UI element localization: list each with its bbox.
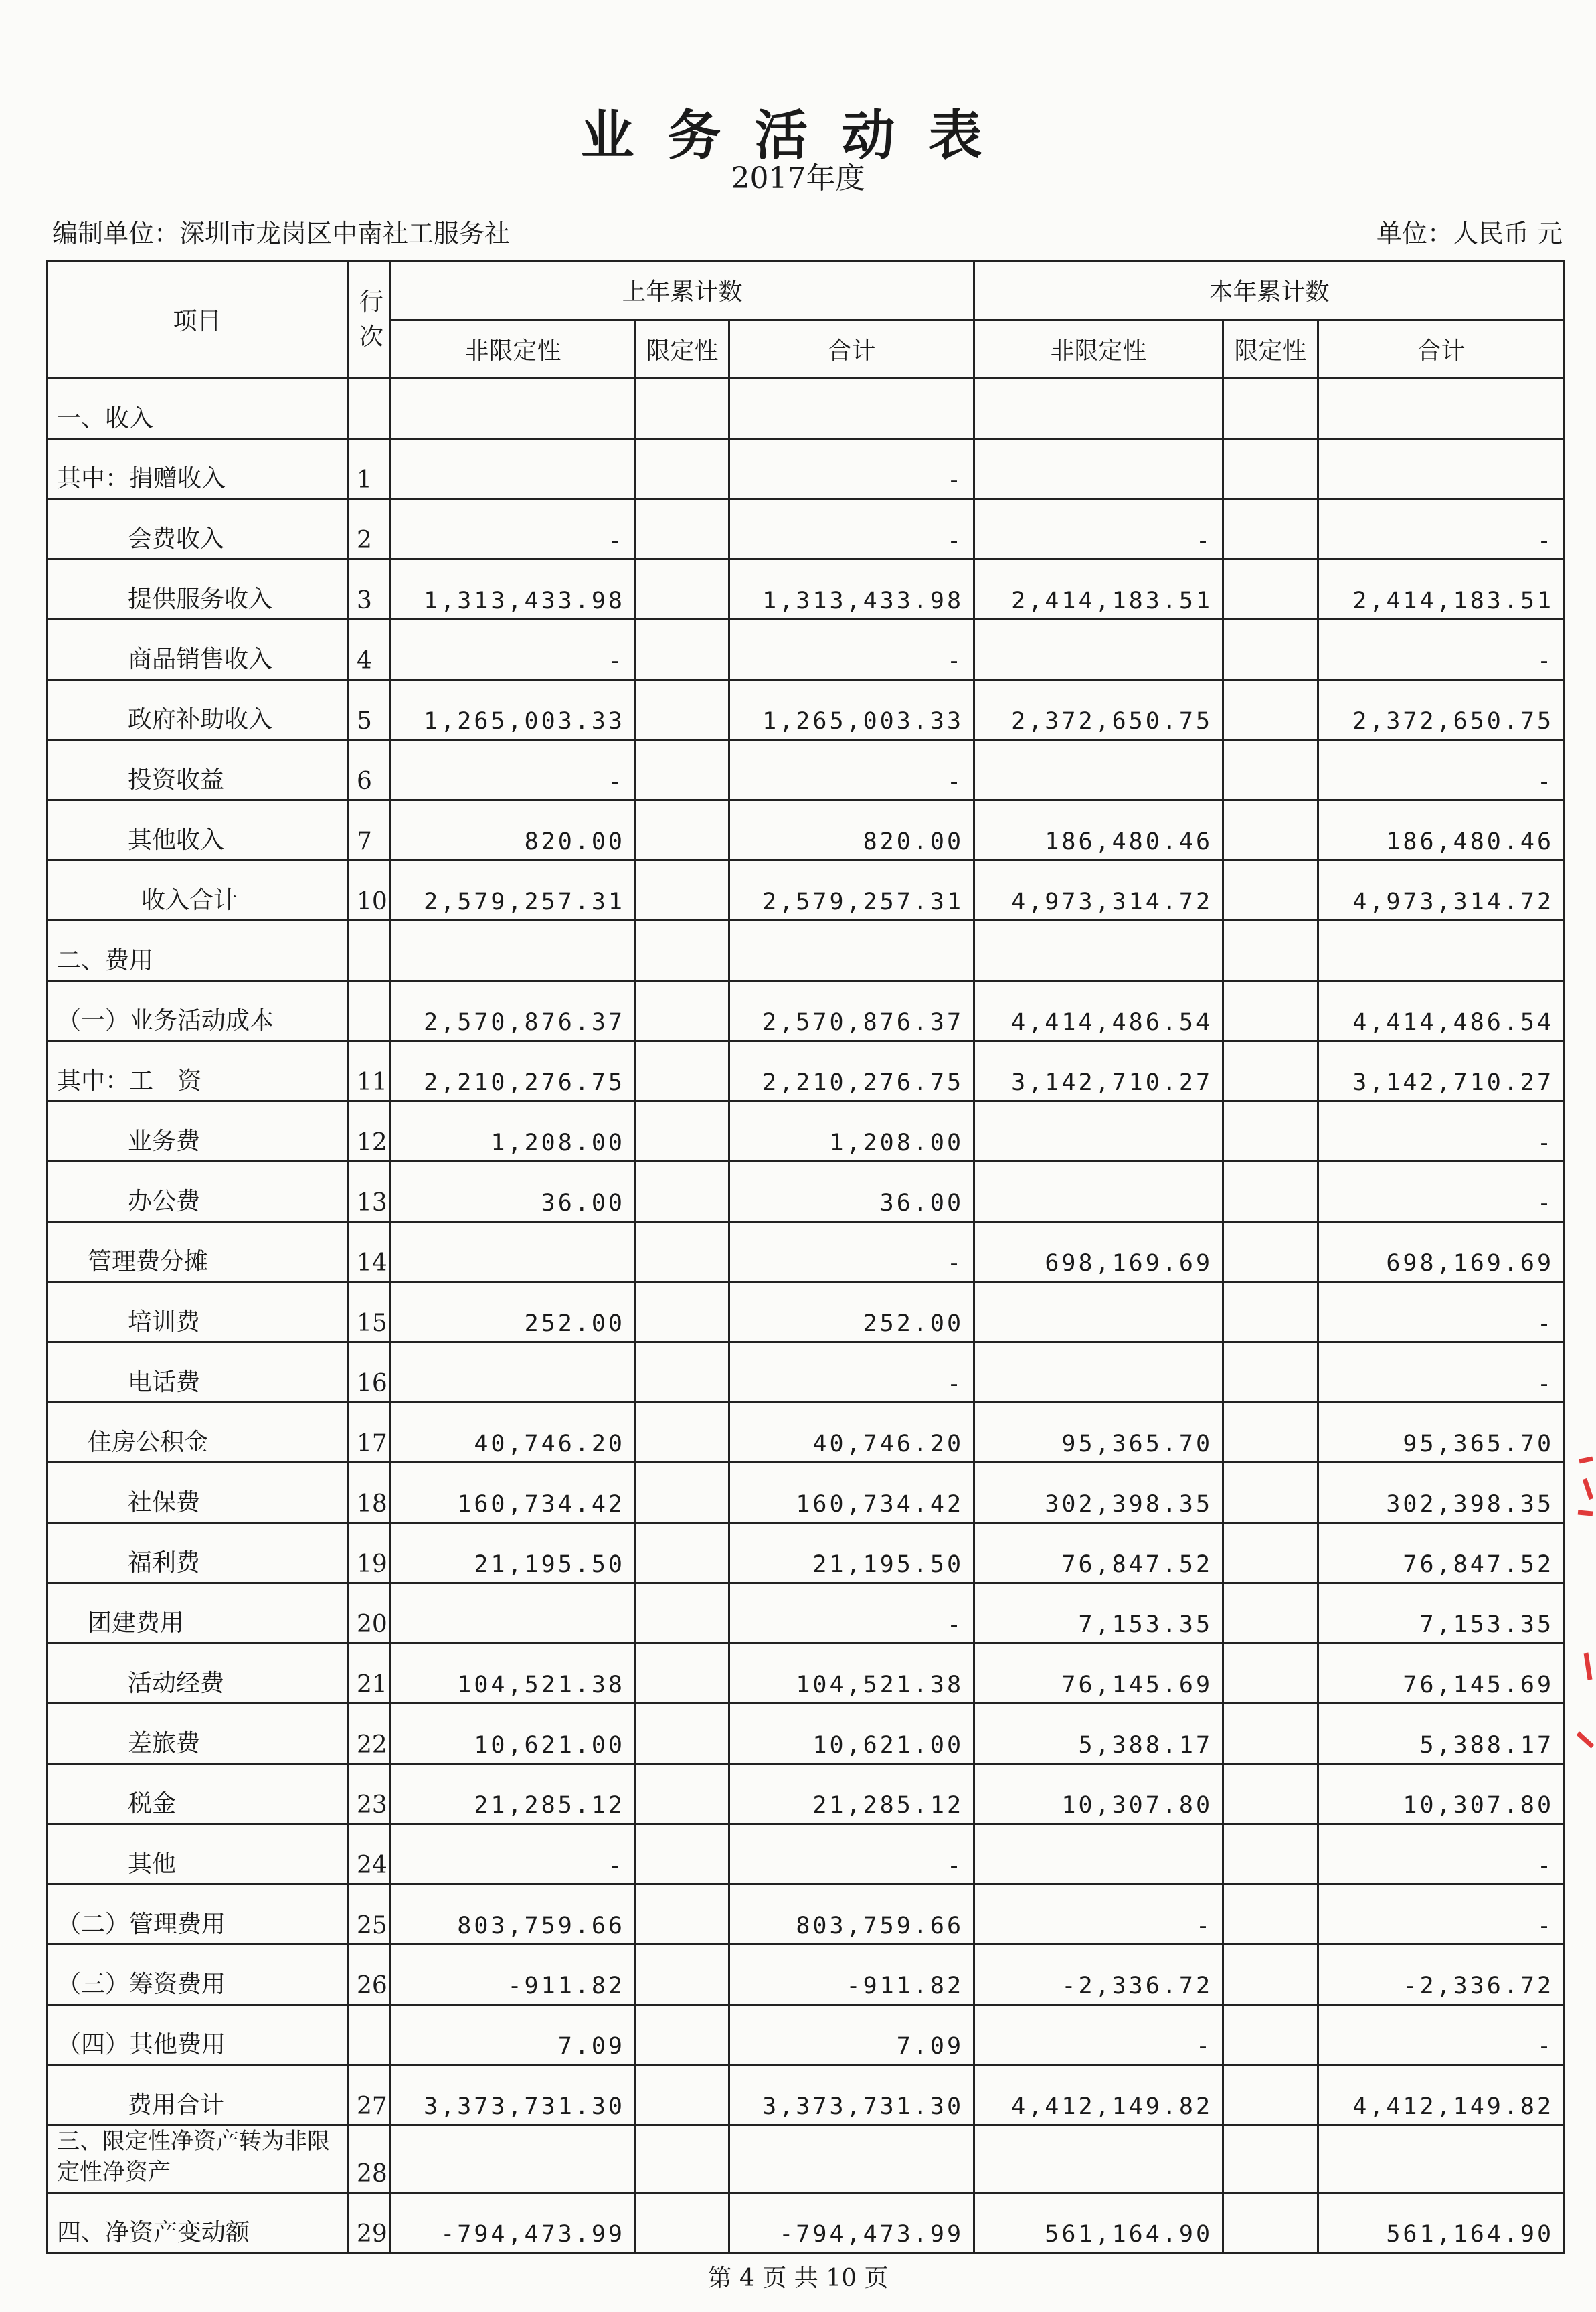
cell-prev-unrestricted: - xyxy=(391,620,636,680)
row-number: 23 xyxy=(348,1764,391,1824)
row-number: 3 xyxy=(348,559,391,620)
cell-curr-unrestricted: 2,372,650.75 xyxy=(974,680,1223,740)
cell-prev-total: 803,759.66 xyxy=(729,1884,974,1945)
cell-prev-restricted xyxy=(636,1101,729,1162)
row-number: 22 xyxy=(348,1704,391,1764)
cell-prev-unrestricted: 7.09 xyxy=(391,2005,636,2065)
cell-curr-unrestricted xyxy=(974,1342,1223,1403)
row-number: 20 xyxy=(348,1583,391,1643)
cell-prev-unrestricted: 2,579,257.31 xyxy=(391,861,636,921)
cell-prev-unrestricted: 1,265,003.33 xyxy=(391,680,636,740)
cell-curr-unrestricted: 4,412,149.82 xyxy=(974,2065,1223,2125)
cell-prev-restricted xyxy=(636,1824,729,1884)
row-item-label: 住房公积金 xyxy=(47,1403,348,1463)
cell-prev-restricted xyxy=(636,1282,729,1342)
table-row xyxy=(47,981,1565,1041)
cell-prev-total: - xyxy=(729,1342,974,1403)
table-row xyxy=(47,1222,1565,1282)
cell-curr-unrestricted xyxy=(974,2125,1223,2193)
cell-curr-total xyxy=(1318,379,1565,439)
cell-prev-unrestricted: 2,570,876.37 xyxy=(391,981,636,1041)
cell-prev-total: - xyxy=(729,1583,974,1643)
cell-prev-unrestricted xyxy=(391,379,636,439)
table-row xyxy=(47,439,1565,499)
cell-prev-restricted xyxy=(636,1463,729,1523)
row-number xyxy=(348,2005,391,2065)
cell-curr-restricted xyxy=(1223,1945,1318,2005)
cell-prev-restricted xyxy=(636,1704,729,1764)
cell-curr-unrestricted xyxy=(974,1162,1223,1222)
table-row xyxy=(47,680,1565,740)
cell-curr-unrestricted: 5,388.17 xyxy=(974,1704,1223,1764)
row-item-label: 其中：捐赠收入 xyxy=(47,439,348,499)
cell-curr-restricted xyxy=(1223,1041,1318,1101)
cell-prev-unrestricted: 252.00 xyxy=(391,1282,636,1342)
cell-prev-unrestricted: 1,208.00 xyxy=(391,1101,636,1162)
cell-curr-unrestricted xyxy=(974,1101,1223,1162)
row-item-label: 业务费 xyxy=(47,1101,348,1162)
cell-curr-total: 2,414,183.51 xyxy=(1318,559,1565,620)
row-item-label: 福利费 xyxy=(47,1523,348,1583)
row-item-label: 投资收益 xyxy=(47,740,348,800)
row-number: 24 xyxy=(348,1824,391,1884)
currency-unit: 单位：人民币 元 xyxy=(1376,219,1563,248)
cell-curr-restricted xyxy=(1223,1824,1318,1884)
cell-prev-unrestricted xyxy=(391,921,636,981)
cell-curr-unrestricted xyxy=(974,740,1223,800)
cell-curr-restricted xyxy=(1223,740,1318,800)
row-number: 14 xyxy=(348,1222,391,1282)
cell-prev-total: 36.00 xyxy=(729,1162,974,1222)
cell-prev-total: - xyxy=(729,499,974,559)
table-row xyxy=(47,1884,1565,1945)
row-item-label: 商品销售收入 xyxy=(47,620,348,680)
cell-prev-restricted xyxy=(636,2005,729,2065)
cell-curr-unrestricted xyxy=(974,439,1223,499)
cell-prev-unrestricted xyxy=(391,2125,636,2193)
cell-prev-unrestricted xyxy=(391,1342,636,1403)
row-number: 18 xyxy=(348,1463,391,1523)
cell-prev-total: 252.00 xyxy=(729,1282,974,1342)
cell-prev-restricted xyxy=(636,1041,729,1101)
cell-curr-total: - xyxy=(1318,1824,1565,1884)
cell-curr-restricted xyxy=(1223,559,1318,620)
cell-prev-unrestricted: 1,313,433.98 xyxy=(391,559,636,620)
cell-prev-total xyxy=(729,379,974,439)
row-number: 25 xyxy=(348,1884,391,1945)
cell-prev-total: 40,746.20 xyxy=(729,1403,974,1463)
cell-curr-unrestricted: 302,398.35 xyxy=(974,1463,1223,1523)
header-row-no-text: 行次 xyxy=(359,288,383,351)
cell-curr-restricted xyxy=(1223,1101,1318,1162)
cell-curr-total xyxy=(1318,921,1565,981)
cell-prev-unrestricted: 21,285.12 xyxy=(391,1764,636,1824)
row-number: 29 xyxy=(348,2193,391,2253)
table-row xyxy=(47,379,1565,439)
row-number: 15 xyxy=(348,1282,391,1342)
cell-prev-total xyxy=(729,2125,974,2193)
cell-prev-restricted xyxy=(636,2125,729,2193)
cell-curr-restricted xyxy=(1223,1403,1318,1463)
reporting-entity: 编制单位：深圳市龙岗区中南社工服务社 xyxy=(52,219,511,248)
table-row xyxy=(47,1101,1565,1162)
cell-curr-restricted xyxy=(1223,1764,1318,1824)
table-row xyxy=(47,861,1565,921)
cell-prev-restricted xyxy=(636,1403,729,1463)
row-item-label: 培训费 xyxy=(47,1282,348,1342)
table-row xyxy=(47,1162,1565,1222)
row-item-label: 其他收入 xyxy=(47,800,348,861)
row-item-label: 提供服务收入 xyxy=(47,559,348,620)
cell-prev-restricted xyxy=(636,861,729,921)
table-row xyxy=(47,1282,1565,1342)
table-row xyxy=(47,800,1565,861)
cell-curr-restricted xyxy=(1223,1704,1318,1764)
row-number: 13 xyxy=(348,1162,391,1222)
cell-prev-unrestricted: 36.00 xyxy=(391,1162,636,1222)
cell-prev-total: - xyxy=(729,1824,974,1884)
cell-prev-restricted xyxy=(636,1764,729,1824)
cell-curr-total: -2,336.72 xyxy=(1318,1945,1565,2005)
header-row-no xyxy=(348,261,391,379)
row-item-label: （三）筹资费用 xyxy=(47,1945,348,2005)
cell-curr-total: - xyxy=(1318,1101,1565,1162)
cell-prev-total: 7.09 xyxy=(729,2005,974,2065)
cell-curr-total: 4,414,486.54 xyxy=(1318,981,1565,1041)
row-number: 26 xyxy=(348,1945,391,2005)
row-number: 2 xyxy=(348,499,391,559)
cell-curr-total: - xyxy=(1318,1162,1565,1222)
row-item-label: （一）业务活动成本 xyxy=(47,981,348,1041)
cell-curr-total: 5,388.17 xyxy=(1318,1704,1565,1764)
row-number xyxy=(348,921,391,981)
row-number: 1 xyxy=(348,439,391,499)
cell-curr-restricted xyxy=(1223,2065,1318,2125)
cell-curr-restricted xyxy=(1223,1643,1318,1704)
row-number: 17 xyxy=(348,1403,391,1463)
cell-prev-unrestricted: 820.00 xyxy=(391,800,636,861)
cell-prev-total: 820.00 xyxy=(729,800,974,861)
cell-prev-total: - xyxy=(729,439,974,499)
cell-prev-total: 160,734.42 xyxy=(729,1463,974,1523)
cell-prev-total: 3,373,731.30 xyxy=(729,2065,974,2125)
cell-prev-unrestricted: 2,210,276.75 xyxy=(391,1041,636,1101)
cell-curr-total: - xyxy=(1318,2005,1565,2065)
table-row xyxy=(47,2125,1565,2193)
table-row xyxy=(47,620,1565,680)
cell-curr-total: 10,307.80 xyxy=(1318,1764,1565,1824)
table-row xyxy=(47,2065,1565,2125)
row-item-label: 一、收入 xyxy=(47,379,348,439)
cell-prev-total: - xyxy=(729,620,974,680)
cell-curr-unrestricted: 698,169.69 xyxy=(974,1222,1223,1282)
row-number: 28 xyxy=(348,2125,391,2193)
cell-curr-unrestricted: 7,153.35 xyxy=(974,1583,1223,1643)
row-item-label: 政府补助收入 xyxy=(47,680,348,740)
cell-curr-total: 95,365.70 xyxy=(1318,1403,1565,1463)
row-number: 21 xyxy=(348,1643,391,1704)
cell-prev-unrestricted: 803,759.66 xyxy=(391,1884,636,1945)
table-row xyxy=(47,740,1565,800)
cell-prev-restricted xyxy=(636,1222,729,1282)
cell-prev-restricted xyxy=(636,981,729,1041)
table-row xyxy=(47,1041,1565,1101)
row-item-label: 其他 xyxy=(47,1824,348,1884)
row-number xyxy=(348,981,391,1041)
cell-curr-restricted xyxy=(1223,1282,1318,1342)
cell-curr-restricted xyxy=(1223,861,1318,921)
cell-curr-total: - xyxy=(1318,740,1565,800)
cell-curr-total: - xyxy=(1318,499,1565,559)
cell-prev-total: 10,621.00 xyxy=(729,1704,974,1764)
cell-curr-restricted xyxy=(1223,800,1318,861)
table-row xyxy=(47,1342,1565,1403)
header-prev-year: 上年累计数 xyxy=(391,261,974,320)
table-row xyxy=(47,2193,1565,2253)
cell-prev-restricted xyxy=(636,1523,729,1583)
cell-curr-unrestricted xyxy=(974,379,1223,439)
cell-prev-restricted xyxy=(636,439,729,499)
cell-prev-restricted xyxy=(636,620,729,680)
cell-prev-restricted xyxy=(636,1583,729,1643)
cell-curr-restricted xyxy=(1223,1342,1318,1403)
cell-prev-unrestricted: 160,734.42 xyxy=(391,1463,636,1523)
table-row xyxy=(47,1463,1565,1523)
activity-statement-table xyxy=(46,260,1565,2254)
table-row xyxy=(47,1403,1565,1463)
row-item-label: 四、净资产变动额 xyxy=(47,2193,348,2253)
cell-prev-total: 21,285.12 xyxy=(729,1764,974,1824)
cell-curr-total: 4,973,314.72 xyxy=(1318,861,1565,921)
cell-prev-total: - xyxy=(729,740,974,800)
cell-curr-total: - xyxy=(1318,620,1565,680)
row-number: 7 xyxy=(348,800,391,861)
row-item-label: 费用合计 xyxy=(47,2065,348,2125)
cell-curr-unrestricted: 186,480.46 xyxy=(974,800,1223,861)
cell-prev-total: - xyxy=(729,1222,974,1282)
table-row xyxy=(47,1704,1565,1764)
cell-prev-unrestricted: 10,621.00 xyxy=(391,1704,636,1764)
cell-prev-unrestricted: - xyxy=(391,1824,636,1884)
cell-curr-total: 186,480.46 xyxy=(1318,800,1565,861)
row-item-label: 其中：工 资 xyxy=(47,1041,348,1101)
cell-prev-restricted xyxy=(636,680,729,740)
cell-curr-unrestricted: 3,142,710.27 xyxy=(974,1041,1223,1101)
table-row xyxy=(47,499,1565,559)
cell-curr-unrestricted: 10,307.80 xyxy=(974,1764,1223,1824)
cell-prev-total: 2,570,876.37 xyxy=(729,981,974,1041)
cell-curr-unrestricted: - xyxy=(974,499,1223,559)
report-year: 2017年度 xyxy=(731,161,865,195)
cell-prev-unrestricted: 21,195.50 xyxy=(391,1523,636,1583)
cell-prev-total: 2,210,276.75 xyxy=(729,1041,974,1101)
row-item-label: 三、限定性净资产转为非限定性净资产 xyxy=(47,2125,348,2193)
cell-curr-restricted xyxy=(1223,2193,1318,2253)
table-row xyxy=(47,1583,1565,1643)
header-curr-year: 本年累计数 xyxy=(974,261,1565,320)
row-item-label: 社保费 xyxy=(47,1463,348,1523)
table-row xyxy=(47,1824,1565,1884)
cell-curr-unrestricted: 76,145.69 xyxy=(974,1643,1223,1704)
cell-curr-unrestricted: 4,414,486.54 xyxy=(974,981,1223,1041)
red-seal-fragment xyxy=(1573,1452,1596,1760)
cell-curr-restricted xyxy=(1223,1463,1318,1523)
cell-prev-unrestricted: 104,521.38 xyxy=(391,1643,636,1704)
page-footer: 第 4 页 共 10 页 xyxy=(707,2264,889,2292)
header-curr-unrestricted: 非限定性 xyxy=(974,320,1223,379)
cell-curr-restricted xyxy=(1223,379,1318,439)
cell-prev-restricted xyxy=(636,379,729,439)
row-number: 10 xyxy=(348,861,391,921)
cell-curr-total: 7,153.35 xyxy=(1318,1583,1565,1643)
cell-prev-unrestricted: -794,473.99 xyxy=(391,2193,636,2253)
cell-curr-unrestricted: -2,336.72 xyxy=(974,1945,1223,2005)
cell-curr-total: - xyxy=(1318,1282,1565,1342)
cell-curr-restricted xyxy=(1223,620,1318,680)
row-item-label: 收入合计 xyxy=(47,861,348,921)
cell-curr-restricted xyxy=(1223,981,1318,1041)
cell-curr-unrestricted xyxy=(974,1824,1223,1884)
page-title: 业务活动表 xyxy=(580,104,1016,167)
cell-prev-total: 1,265,003.33 xyxy=(729,680,974,740)
cell-prev-restricted xyxy=(636,1884,729,1945)
cell-curr-restricted xyxy=(1223,1222,1318,1282)
row-item-label: （四）其他费用 xyxy=(47,2005,348,2065)
cell-prev-total: -794,473.99 xyxy=(729,2193,974,2253)
cell-prev-total: 1,313,433.98 xyxy=(729,559,974,620)
header-curr-total: 合计 xyxy=(1318,320,1565,379)
cell-curr-unrestricted: 4,973,314.72 xyxy=(974,861,1223,921)
cell-prev-total: -911.82 xyxy=(729,1945,974,2005)
cell-curr-unrestricted: 561,164.90 xyxy=(974,2193,1223,2253)
cell-prev-unrestricted xyxy=(391,1222,636,1282)
cell-curr-unrestricted: - xyxy=(974,2005,1223,2065)
cell-curr-unrestricted: 76,847.52 xyxy=(974,1523,1223,1583)
row-item-label: 二、费用 xyxy=(47,921,348,981)
row-number: 11 xyxy=(348,1041,391,1101)
cell-curr-restricted xyxy=(1223,2005,1318,2065)
row-item-label: 办公费 xyxy=(47,1162,348,1222)
cell-curr-total: - xyxy=(1318,1342,1565,1403)
cell-curr-total: 2,372,650.75 xyxy=(1318,680,1565,740)
cell-curr-unrestricted: 95,365.70 xyxy=(974,1403,1223,1463)
cell-curr-restricted xyxy=(1223,1523,1318,1583)
cell-prev-restricted xyxy=(636,800,729,861)
cell-prev-restricted xyxy=(636,1643,729,1704)
cell-curr-total: 698,169.69 xyxy=(1318,1222,1565,1282)
cell-curr-total xyxy=(1318,439,1565,499)
cell-curr-restricted xyxy=(1223,1583,1318,1643)
cell-prev-unrestricted: -911.82 xyxy=(391,1945,636,2005)
row-item-label: 管理费分摊 xyxy=(47,1222,348,1282)
cell-prev-unrestricted: - xyxy=(391,499,636,559)
header-curr-restricted: 限定性 xyxy=(1223,320,1318,379)
row-item-label: 活动经费 xyxy=(47,1643,348,1704)
cell-prev-restricted xyxy=(636,499,729,559)
cell-curr-unrestricted xyxy=(974,1282,1223,1342)
cell-prev-unrestricted: - xyxy=(391,740,636,800)
cell-curr-restricted xyxy=(1223,680,1318,740)
row-item-label: 团建费用 xyxy=(47,1583,348,1643)
cell-prev-restricted xyxy=(636,921,729,981)
cell-curr-unrestricted: - xyxy=(974,1884,1223,1945)
cell-curr-restricted xyxy=(1223,921,1318,981)
header-prev-unrestricted: 非限定性 xyxy=(391,320,636,379)
row-item-label: （二）管理费用 xyxy=(47,1884,348,1945)
table-row xyxy=(47,1764,1565,1824)
cell-curr-restricted xyxy=(1223,2125,1318,2193)
cell-prev-total xyxy=(729,921,974,981)
cell-prev-unrestricted: 40,746.20 xyxy=(391,1403,636,1463)
cell-prev-unrestricted: 3,373,731.30 xyxy=(391,2065,636,2125)
row-number: 4 xyxy=(348,620,391,680)
cell-curr-restricted xyxy=(1223,439,1318,499)
row-item-label: 差旅费 xyxy=(47,1704,348,1764)
cell-prev-restricted xyxy=(636,1162,729,1222)
cell-curr-total: - xyxy=(1318,1884,1565,1945)
table-row xyxy=(47,1945,1565,2005)
header-prev-total: 合计 xyxy=(729,320,974,379)
cell-prev-restricted xyxy=(636,2193,729,2253)
row-number: 6 xyxy=(348,740,391,800)
header-prev-restricted: 限定性 xyxy=(636,320,729,379)
cell-prev-restricted xyxy=(636,1342,729,1403)
cell-curr-unrestricted xyxy=(974,620,1223,680)
cell-prev-total: 21,195.50 xyxy=(729,1523,974,1583)
row-item-label: 税金 xyxy=(47,1764,348,1824)
cell-prev-restricted xyxy=(636,740,729,800)
cell-curr-total: 561,164.90 xyxy=(1318,2193,1565,2253)
cell-prev-total: 104,521.38 xyxy=(729,1643,974,1704)
row-number: 16 xyxy=(348,1342,391,1403)
cell-prev-total: 1,208.00 xyxy=(729,1101,974,1162)
cell-curr-restricted xyxy=(1223,1162,1318,1222)
cell-curr-total: 76,145.69 xyxy=(1318,1643,1565,1704)
table-row xyxy=(47,1523,1565,1583)
cell-prev-total: 2,579,257.31 xyxy=(729,861,974,921)
cell-curr-total xyxy=(1318,2125,1565,2193)
row-number: 27 xyxy=(348,2065,391,2125)
cell-prev-unrestricted xyxy=(391,439,636,499)
cell-curr-total: 302,398.35 xyxy=(1318,1463,1565,1523)
cell-curr-total: 3,142,710.27 xyxy=(1318,1041,1565,1101)
cell-curr-restricted xyxy=(1223,1884,1318,1945)
row-number xyxy=(348,379,391,439)
row-item-label: 电话费 xyxy=(47,1342,348,1403)
table-row xyxy=(47,921,1565,981)
cell-prev-restricted xyxy=(636,1945,729,2005)
cell-curr-unrestricted xyxy=(974,921,1223,981)
cell-curr-unrestricted: 2,414,183.51 xyxy=(974,559,1223,620)
cell-prev-restricted xyxy=(636,559,729,620)
cell-curr-restricted xyxy=(1223,499,1318,559)
table-row xyxy=(47,2005,1565,2065)
row-number: 5 xyxy=(348,680,391,740)
cell-curr-total: 4,412,149.82 xyxy=(1318,2065,1565,2125)
header-item: 项目 xyxy=(47,261,348,379)
cell-prev-restricted xyxy=(636,2065,729,2125)
row-number: 19 xyxy=(348,1523,391,1583)
table-row xyxy=(47,559,1565,620)
row-item-label: 会费收入 xyxy=(47,499,348,559)
cell-curr-total: 76,847.52 xyxy=(1318,1523,1565,1583)
row-number: 12 xyxy=(348,1101,391,1162)
cell-prev-unrestricted xyxy=(391,1583,636,1643)
table-row xyxy=(47,1643,1565,1704)
